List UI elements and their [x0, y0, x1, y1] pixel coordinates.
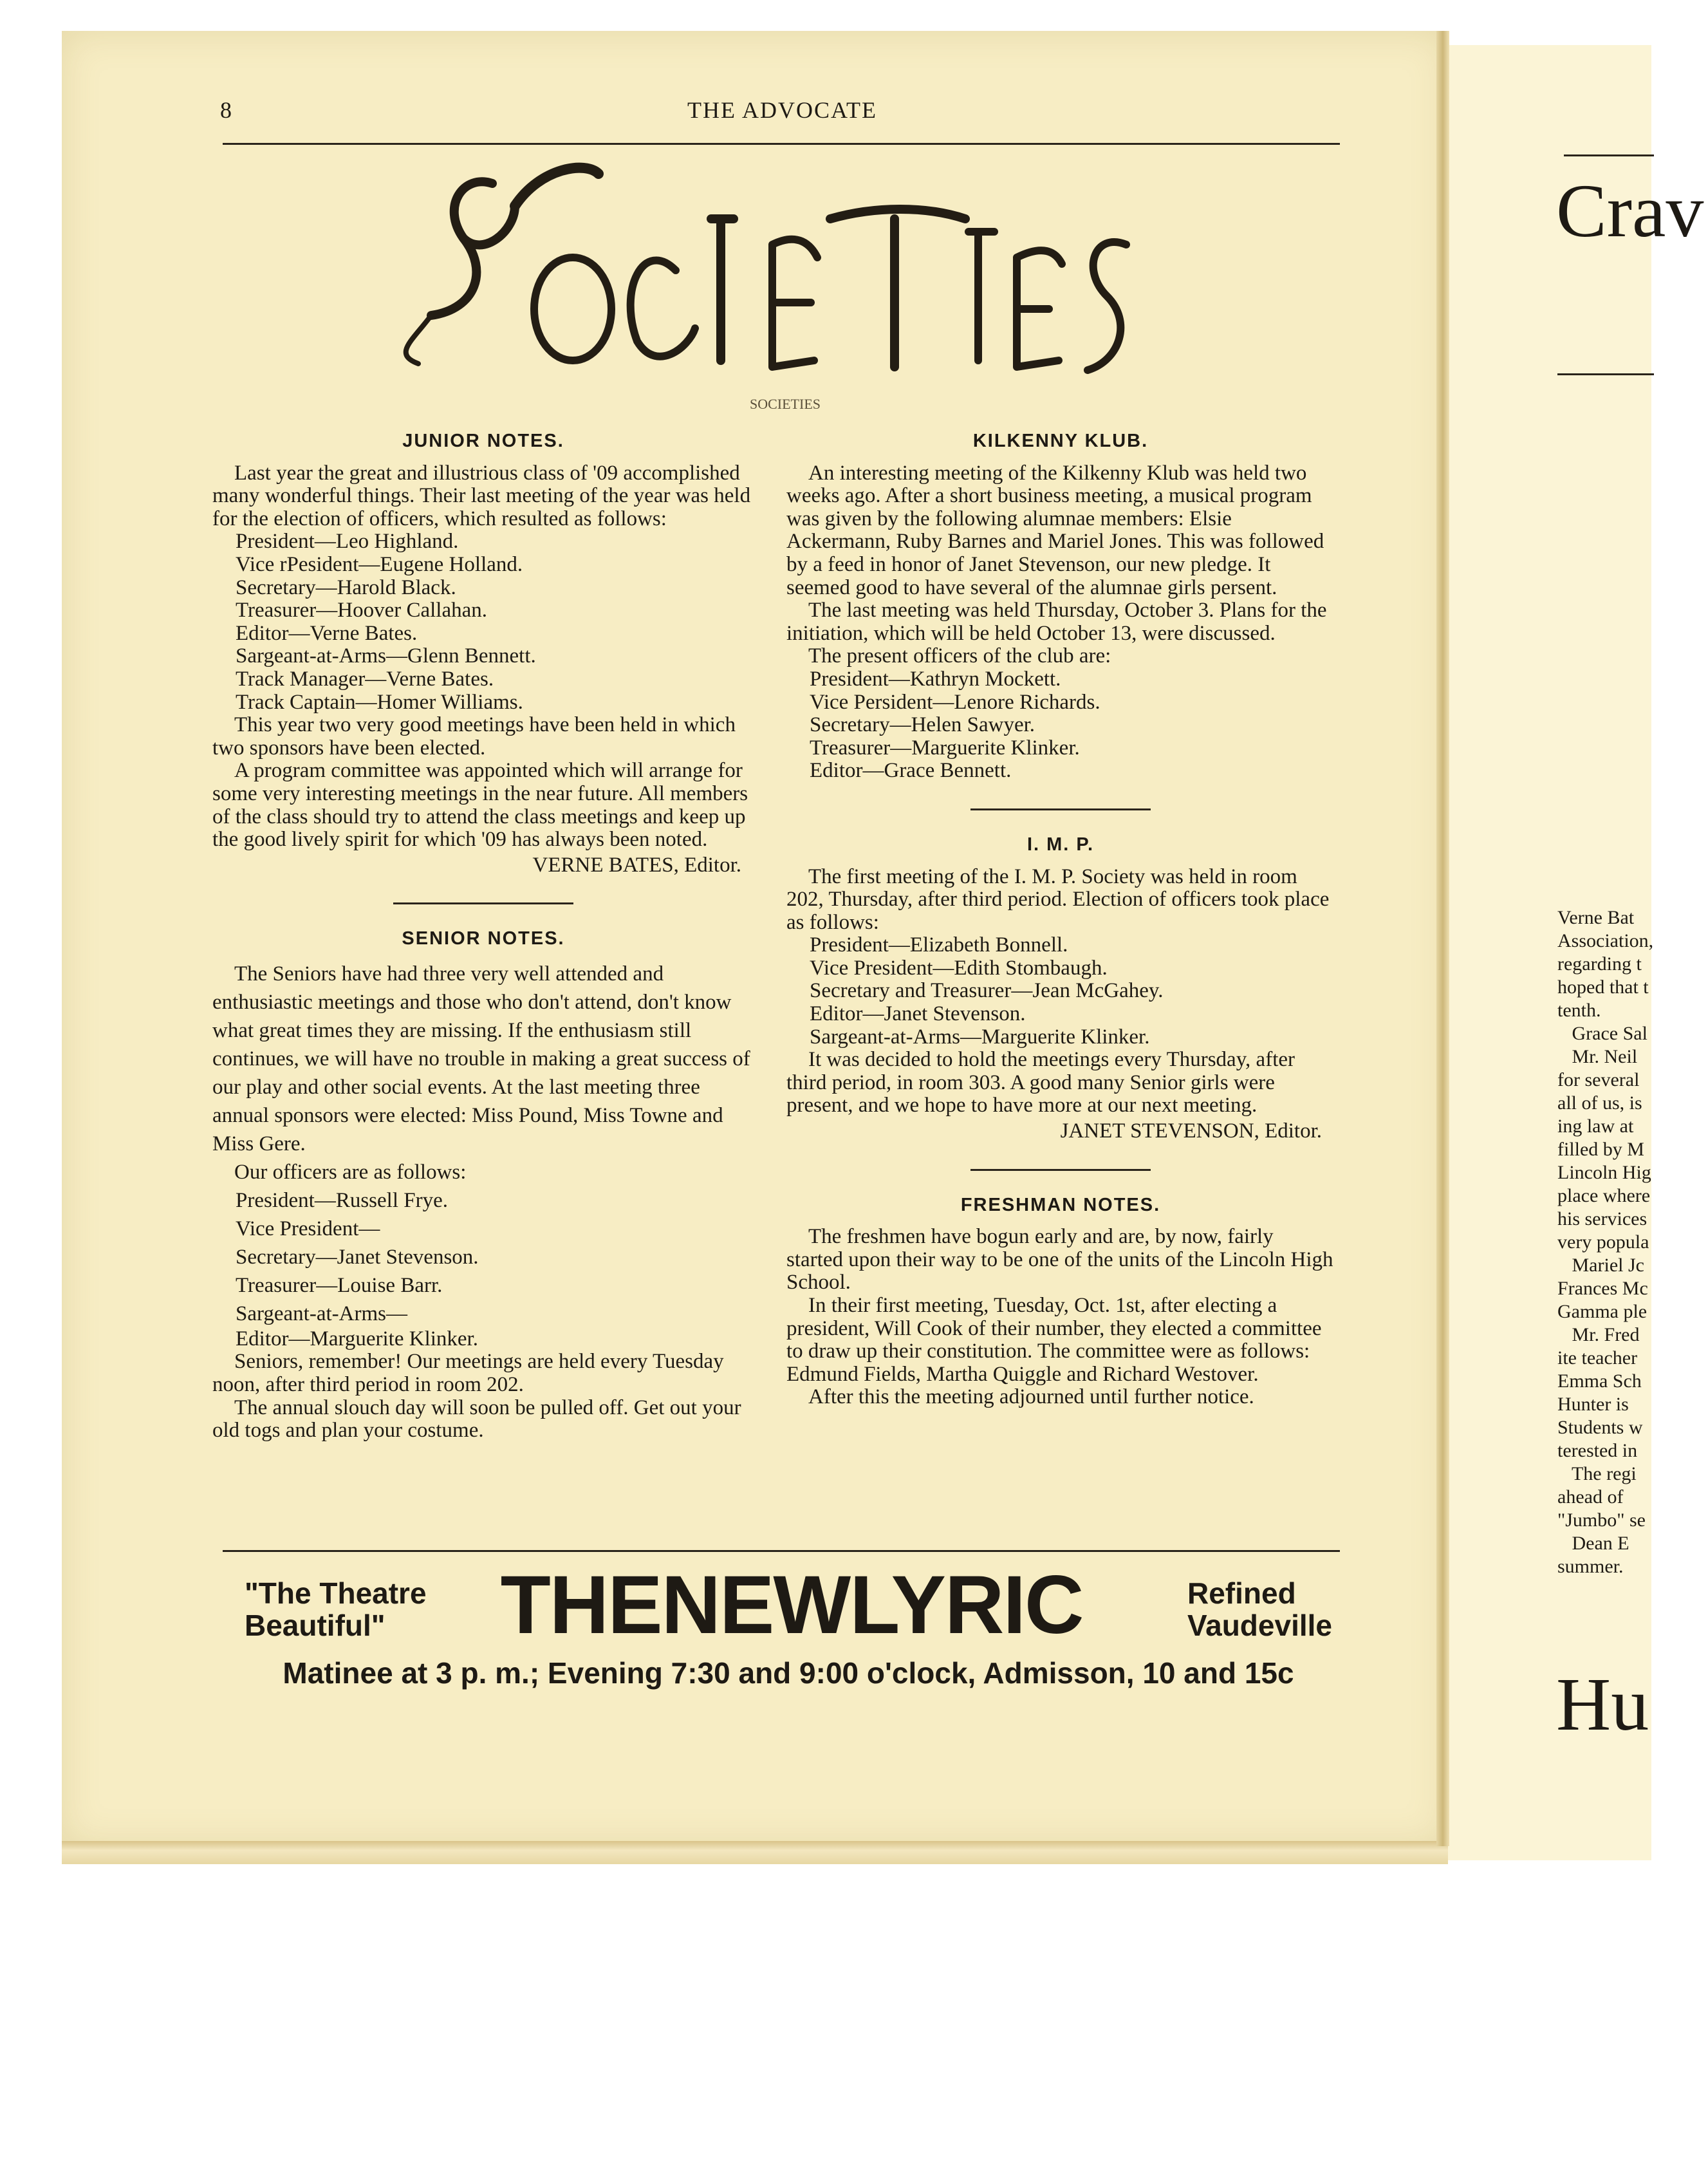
- list-item: President—Leo Highland.: [236, 530, 459, 554]
- left-column: [212, 430, 754, 1443]
- list-item: Vice Persident—Lenore Richards.: [810, 690, 1100, 714]
- list-item: Vice President—Edith Stombaugh.: [810, 956, 1108, 980]
- freshman-paragraph: In their first meeting, Tuesday, Oct. 1st, after electing a president, Will Cook of their number, they elected a committee to draw up their constitution. The committee were as follows: Edmund Fields, Martha Quiggle and Richard Westover.: [786, 1294, 1322, 1386]
- facing-page-text: Verne Bat Association, regarding t hoped that t tenth. Grace Sal Mr. Neil for several all of us, is ing law at filled by M Lincoln Hig place where his services very popula Mariel Jc Frances Mc Gamma ple Mr. Fred ite teacher Emma Sch Hunter is Students w terested in The regi ahead of "Jumbo" se Dean E summer.: [1557, 907, 1654, 1577]
- list-item: Vice President—: [236, 1217, 380, 1240]
- freshman-paragraph: The freshmen have bogun early and are, by now, fairly started upon their way to be one of the units of the Lincoln High School.: [786, 1225, 1333, 1294]
- list-item: Editor—Marguerite Klinker.: [236, 1327, 478, 1350]
- senior-officers-intro: Our officers are as follows:: [234, 1160, 467, 1184]
- list-item: Track Manager—Verne Bates.: [236, 667, 494, 691]
- page-number: 8: [220, 97, 232, 123]
- senior-paragraph: The annual slouch day will soon be pulled off. Get out your old togs and plan your costume.: [212, 1396, 741, 1443]
- imp-officer-list: [786, 934, 1335, 1049]
- list-item: Track Captain—Homer Williams.: [236, 690, 523, 714]
- page-bottom-edge: [62, 1841, 1448, 1864]
- junior-paragraph: This year two very good meetings have been held in which two sponsors have been elected.: [212, 713, 736, 760]
- senior-paragraph: The Seniors have had three very well attended and enthusiastic meetings and those who don't attend, don't know what great times they are missing. If the enthusiasm still continues, we will have no trouble in making a great success of our play and other social events. At the last meeting three annual sponsors were elected: Miss Pound, Miss Towne and Miss Gere.: [212, 962, 750, 1155]
- kilkenny-paragraph: An interesting meeting of the Kilkenny Klub was held two weeks ago. After a short business meeting, a musical program was given by the following alumnae members: Elsie Ackermann, Ruby Barnes and Mariel Jones. This was followed by a feed in honor of Janet Stevenson, our new pledge. It seemed good to have several of the alumnae girls persent.: [786, 461, 1324, 599]
- section-divider: [970, 808, 1151, 810]
- ad-tagline-line: Refined: [1187, 1576, 1296, 1610]
- list-item: President—Russell Frye.: [236, 1188, 448, 1212]
- ad-theatre-name: THENEWLYRIC: [500, 1559, 1083, 1651]
- freshman-paragraph: After this the meeting adjourned until further notice.: [808, 1385, 1254, 1409]
- kilkenny-officer-list: [786, 668, 1335, 783]
- list-item: Sargeant-at-Arms—Glenn Bennett.: [236, 644, 536, 668]
- societies-title-art: [386, 148, 1184, 418]
- list-item: Treasurer—Hoover Callahan.: [236, 599, 488, 622]
- ad-tagline-line: "The Theatre: [245, 1576, 427, 1610]
- ad-tagline-left: [245, 1577, 427, 1641]
- senior-officer-list-cont: [212, 1328, 754, 1351]
- list-item: Editor—Verne Bates.: [236, 621, 418, 645]
- ad-show-times: Matinee at 3 p. m.; Evening 7:30 and 9:00 o'clock, Admisson, 10 and 15c: [283, 1656, 1294, 1690]
- header-rule: [223, 143, 1340, 145]
- list-item: Sargeant-at-Arms—Marguerite Klinker.: [810, 1025, 1150, 1049]
- freshman-notes-heading: FRESHMAN NOTES.: [960, 1194, 1161, 1215]
- ad-tagline-right: [1187, 1577, 1332, 1641]
- senior-notes-heading: SENIOR NOTES.: [402, 928, 565, 949]
- list-item: President—Kathryn Mockett.: [810, 667, 1061, 691]
- ad-tagline-line: Vaudeville: [1187, 1609, 1332, 1642]
- facing-page-rule: [1557, 373, 1654, 375]
- junior-signature: VERNE BATES, Editor.: [532, 853, 741, 877]
- list-item: Vice rPesident—Eugene Holland.: [236, 552, 523, 576]
- list-item: Secretary—Helen Sawyer.: [810, 713, 1035, 737]
- junior-officer-list: [212, 530, 754, 714]
- facing-page: [1448, 45, 1704, 1860]
- advertisement-rule: [223, 1550, 1340, 1552]
- list-item: Editor—Janet Stevenson.: [810, 1002, 1026, 1026]
- junior-notes-heading: JUNIOR NOTES.: [402, 431, 564, 451]
- facing-page-heading-bottom: Hu: [1556, 1662, 1649, 1746]
- kilkenny-klub-heading: KILKENNY KLUB.: [972, 431, 1149, 451]
- imp-heading: I. M. P.: [1026, 834, 1095, 855]
- imp-paragraph: It was decided to hold the meetings every Thursday, after third period, in room 303. A good many Senior girls were present, and we hope to have more at our next meeting.: [786, 1048, 1295, 1117]
- list-item: Secretary—Janet Stevenson.: [236, 1245, 479, 1269]
- list-item: Secretary—Harold Black.: [236, 575, 456, 599]
- list-item: Editor—Grace Bennett.: [810, 759, 1012, 783]
- facing-page-heading-top: Crav: [1556, 169, 1704, 253]
- list-item: Secretary and Treasurer—Jean McGahey.: [810, 979, 1164, 1003]
- junior-paragraph: A program committee was appointed which will arrange for some very interesting meetings in the near future. All members of the class should try to attend the class meetings and keep up the good lively spirit for which '09 has always been noted.: [212, 759, 748, 852]
- list-item: President—Elizabeth Bonnell.: [810, 933, 1068, 957]
- section-divider: [393, 902, 573, 904]
- senior-paragraph: Seniors, remember! Our meetings are held every Tuesday noon, after third period in room 202.: [212, 1350, 724, 1397]
- right-column: [786, 430, 1335, 1409]
- imp-paragraph: The first meeting of the I. M. P. Society was held in room 202, Thursday, after third period. Election of officers took place as follows:: [786, 864, 1330, 934]
- senior-officer-list: [212, 1186, 754, 1328]
- imp-signature: JANET STEVENSON, Editor.: [1060, 1119, 1322, 1143]
- list-item: Treasurer—Louise Barr.: [236, 1273, 443, 1297]
- lyric-theatre-advertisement: [245, 1558, 1332, 1712]
- binding-spine: [1436, 31, 1449, 1846]
- list-item: Treasurer—Marguerite Klinker.: [810, 736, 1080, 760]
- kilkenny-paragraph: The last meeting was held Thursday, October 3. Plans for the initiation, which will be held October 13, were discussed.: [786, 599, 1327, 645]
- facing-page-rule: [1564, 154, 1654, 156]
- list-item: Sargeant-at-Arms—: [236, 1302, 407, 1325]
- ad-tagline-line: Beautiful": [245, 1609, 385, 1642]
- kilkenny-officers-intro: The present officers of the club are:: [808, 644, 1111, 668]
- junior-intro: Last year the great and illustrious class of '09 accomplished many wonderful things. Their last meeting of the year was held for the election of officers, which resulted as follows:: [212, 461, 751, 530]
- running-head: THE ADVOCATE: [687, 97, 877, 123]
- title-text: SOCIETIES: [750, 396, 821, 412]
- section-divider: [970, 1169, 1151, 1171]
